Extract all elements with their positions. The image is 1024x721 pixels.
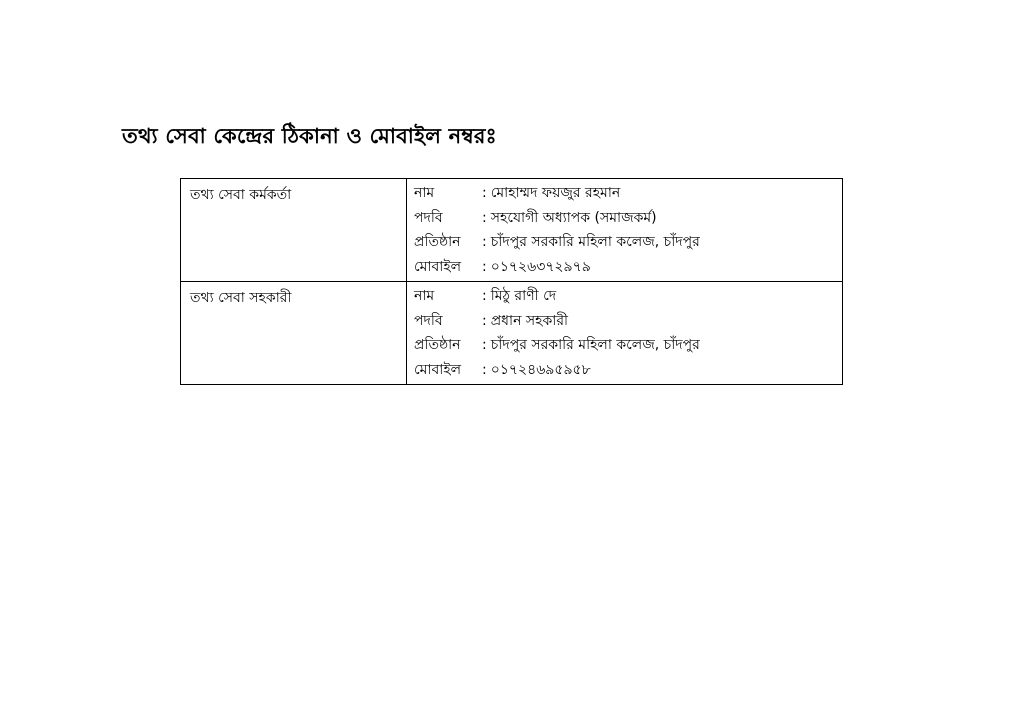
detail-value: : প্রধান সহকারী [482, 312, 569, 329]
detail-line-designation [414, 309, 842, 334]
detail-label: নাম [414, 288, 435, 305]
detail-line-name [414, 181, 842, 206]
detail-line-designation [414, 206, 842, 231]
table-row [181, 179, 843, 282]
role-cell: তথ্য সেবা সহকারী [181, 282, 407, 385]
page-title: তথ্য সেবা কেন্দ্রের ঠিকানা ও মোবাইল নম্বরঃ [122, 124, 497, 148]
detail-label: প্রতিষ্ঠান [414, 337, 461, 354]
detail-value: : চাঁদপুর সরকারি মহিলা কলেজ, চাঁদপুর [482, 234, 700, 251]
detail-line-mobile [414, 255, 842, 280]
role-cell: তথ্য সেবা কর্মকর্তা [181, 179, 407, 282]
detail-label: পদবি [414, 209, 443, 226]
info-table [180, 178, 843, 385]
detail-value: : চাঁদপুর সরকারি মহিলা কলেজ, চাঁদপুর [482, 337, 700, 354]
table-row [181, 282, 843, 385]
detail-value: : ০১৭২৪৬৯৫৯৫৮ [482, 361, 591, 378]
detail-value: : সহযোগী অধ্যাপক (সমাজকর্ম) [482, 209, 657, 226]
detail-line-institution [414, 333, 842, 358]
detail-label: নাম [414, 185, 435, 202]
detail-value: : মোহাম্মদ ফয়জুর রহমান [482, 185, 621, 202]
detail-line-institution [414, 230, 842, 255]
detail-label: প্রতিষ্ঠান [414, 234, 461, 251]
detail-cell [407, 179, 843, 282]
detail-line-name [414, 284, 842, 309]
detail-value: : মিঠু রাণী দে [482, 288, 557, 305]
detail-label: মোবাইল [414, 258, 462, 275]
detail-label: পদবি [414, 312, 443, 329]
detail-value: : ০১৭২৬৩৭২৯৭৯ [482, 258, 591, 275]
detail-cell [407, 282, 843, 385]
detail-line-mobile [414, 358, 842, 383]
detail-label: মোবাইল [414, 361, 462, 378]
